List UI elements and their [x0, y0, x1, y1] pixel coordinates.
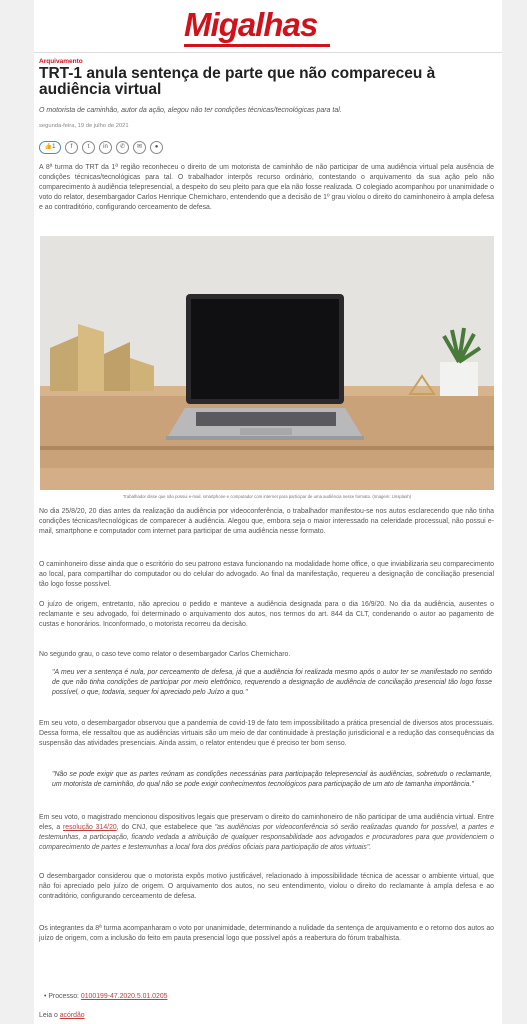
- logo-underline: [184, 44, 330, 47]
- paragraph-7-quote: "as audiências por videoconferência só serão realizadas quando for possível, a partes e testemunhas, a participação, ficando vedada a atribuição de qualquer responsabilidade aos advogados e procuradores para que providenciem o comparecimento de partes e testemunhas a local fora dos prédios oficiais para participação de atos virtuais".: [39, 824, 494, 851]
- paragraph-8: O desembargador considerou que o motorista expôs motivo justificável, relacionado à impossibilidade técnica de acessar o ambiente virtual, que não foi apreciado pelo juízo de origem. O arquivamento dos autos, no seu entendimento, violou o direito do reclamante à ampla defesa e ao contraditório, configurando cerceamento de defesa.: [39, 873, 494, 900]
- email-icon[interactable]: ✉: [133, 141, 146, 154]
- read-line: [39, 1012, 85, 1019]
- process-link[interactable]: 0100199-47.2020.5.01.0205: [80, 993, 168, 1000]
- paragraph-7: [39, 813, 494, 853]
- comment-icon[interactable]: ●: [150, 141, 163, 154]
- paragraph-7-text-b: , do CNJ, que estabelece que: [116, 824, 215, 831]
- acordao-link[interactable]: acórdão: [59, 1012, 85, 1019]
- linkedin-icon[interactable]: in: [99, 141, 112, 154]
- paragraph-7-text-a: Em seu voto, o magistrado mencionou dispositivos legais que preservam o direito do caminhoneiro de não participar de uma audiência virtual. Entre eles, a: [39, 814, 494, 831]
- paragraph-2: No dia 25/8/20, 20 dias antes da realização da audiência por videoconferência, o trabalhador manifestou-se nos autos esclarecendo que não tinha condições técnicas/tecnológicas de comparecer à audiência. Alegou que, embora seja o maior interessado na celeridade processual, não possui e-mail, smartphone e computador com internet para participar de uma audiência nesse formato.: [39, 508, 494, 535]
- laptop-desk-illustration: [40, 236, 494, 490]
- facebook-icon[interactable]: f: [65, 141, 78, 154]
- header-divider: [34, 52, 502, 53]
- quote-1: "A meu ver a sentença é nula, por cerceamento de defesa, já que a audiência foi realizada mesmo após o autor ter se manifestado no sentido de que não tinha condições de participar por meio eletrônico, requerendo a designação de audiência de conciliação presencial tão logo fosse possível, o que, todavia, sequer foi apreciado pelo Juízo a quo.": [52, 669, 492, 696]
- paragraph-6: Em seu voto, o desembargador observou que a pandemia de covid-19 de fato tem impossibilitado a prática presencial de diversos atos processuais. Dessa forma, ele ressaltou que as audiências virtuais são um meio de dar continuidade à prestação jurisdicional e a redução das consequências da suspensão das atividades presenciais. Ainda assim, o relator entendeu que é preciso ter bom senso.: [39, 720, 494, 747]
- process-label: Processo:: [48, 993, 81, 1000]
- article-date: segunda-feira, 19 de julho de 2021: [39, 123, 129, 129]
- paragraph-5: No segundo grau, o caso teve como relator o desembargador Carlos Chernicharo.: [39, 651, 291, 658]
- process-item: • Processo: 0100199-47.2020.5.01.0205: [44, 993, 168, 1000]
- article-subtitle: O motorista de caminhão, autor da ação, alegou não ter condições técnicas/tecnológicas para tal.: [39, 107, 342, 114]
- like-button[interactable]: 👍1: [39, 141, 61, 154]
- article-title: TRT-1 anula sentença de parte que não compareceu à audiência virtual: [39, 65, 436, 98]
- resolution-link[interactable]: resolução 314/20: [62, 824, 117, 831]
- article-image: [40, 236, 494, 490]
- like-count: 1: [52, 144, 56, 150]
- site-logo[interactable]: [176, 2, 338, 52]
- category-label[interactable]: Arquivamento: [39, 58, 83, 65]
- paragraph-9: Os integrantes da 8ª turma acompanharam o voto por unanimidade, determinando a nulidade da sentença de arquivamento e o retorno dos autos ao juízo de origem, com a inclusão do feito em pauta presencial logo que possível após a reabertura do fórum trabalhista.: [39, 925, 494, 942]
- paragraph-4: O juízo de origem, entretanto, não apreciou o pedido e manteve a audiência designada para o dia 16/9/20. No dia da audiência, ausentes o reclamante e seu advogado, foi determinado o arquivamento dos autos, nos termos do art. 844 da CLT, condenando o autor ao pagamento de custas e honorários. Inconformado, o motorista recorreu da decisão.: [39, 601, 494, 628]
- share-bar: [39, 141, 163, 154]
- paragraph-3: O caminhoneiro disse ainda que o escritório do seu patrono estava funcionando na modalidade home office, o que inviabilizaria seu comparecimento ao local, para compartilhar do computador ou do celular do advogado. Ao final da manifestação, requereu a designação de conciliação presencial tão logo fosse possível.: [39, 561, 494, 588]
- image-caption: Trabalhador disse que não possui e-mail, smartphone e computador com internet para participar de uma audiência nesse formato. (Imagem: Unsplash): [122, 494, 412, 499]
- quote-2: "Não se pode exigir que as partes reúnam as condições necessárias para participação telepresencial às audiências, sobretudo o reclamante, um motorista de caminhão, do qual não se pode exigir conhecimentos tecnológicos para participação de um ato de tamanha importância.": [52, 771, 492, 788]
- paragraph-1: A 8ª turma do TRT da 1ª região reconheceu o direito de um motorista de caminhão de não participar de uma audiência virtual pela ausência de condições técnicas/tecnológicas para tal. O trabalhador interpôs recurso ordinário, contestando o arquivamento da sua ação pelo não comparecimento à audiência telepresencial, a despeito do seu pleito para que ela não fosse realizada. O colegiado acompanhou por unanimidade o voto do relator, desembargador Carlos Henrique Chernicharo, entendendo que a decisão de 1º grau violou o direito do caminhoneiro à ampla defesa e ao contraditório, configurando cerceamento de defesa.: [39, 164, 494, 211]
- read-label: Leia o: [39, 1012, 60, 1019]
- twitter-icon[interactable]: t: [82, 141, 95, 154]
- logo-text: Migalhas: [184, 6, 318, 43]
- whatsapp-icon[interactable]: ✆: [116, 141, 129, 154]
